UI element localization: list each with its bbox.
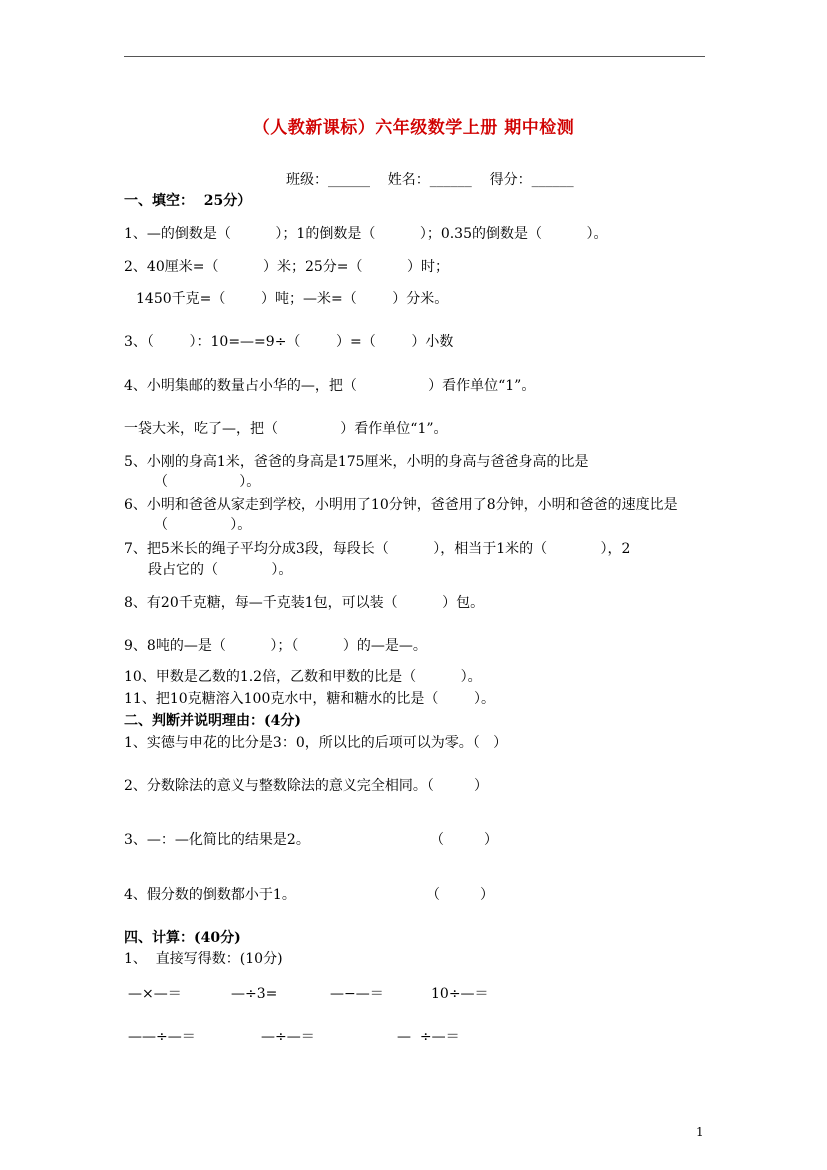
question-2-line-2: 1450千克=（ ）吨；—米=（ ）分米。: [136, 291, 449, 307]
judgement-4-answer: （ ）: [426, 887, 495, 903]
question-9: 9、8吨的—是（ ）；（ ）的—是—。: [124, 638, 427, 654]
question-7-line-2: 段占它的（ ）。: [148, 562, 293, 578]
header-rule: [124, 56, 705, 57]
expr-5: ——÷—＝: [128, 1029, 196, 1045]
expr-3: —−—＝: [330, 986, 384, 1002]
judgement-3: 3、—：—化简比的结果是2。: [124, 832, 310, 848]
expr-4: 10÷—＝: [431, 986, 489, 1002]
section-4-heading: 四、计算：(40分): [124, 930, 241, 946]
judgement-2: 2、分数除法的意义与整数除法的意义完全相同。（ ）: [124, 778, 488, 794]
judgement-3-answer: （ ）: [430, 832, 499, 848]
question-10: 10、甲数是乙数的1.2倍，乙数和甲数的比是（ ）。: [124, 669, 482, 685]
question-1: 1、—的倒数是（ ）；1的倒数是（ ）；0.35的倒数是（ ）。: [124, 226, 608, 242]
question-4-line-2: 一袋大米，吃了—，把（ ）看作单位“1”。: [124, 421, 448, 437]
calc-1-heading: 1、 直接写得数：(10分): [124, 951, 283, 967]
expr-6: —÷—＝: [261, 1029, 315, 1045]
question-2-line-1: 2、40厘米=（ ）米；25分=（ ）时；: [124, 259, 450, 275]
question-11: 11、把10克糖溶入100克水中，糖和糖水的比是（ ）。: [124, 691, 495, 707]
question-5-line-1: 5、小刚的身高1米，爸爸的身高是175厘米，小明的身高与爸爸身高的比是: [124, 454, 589, 470]
judgement-4: 4、假分数的倒数都小于1。: [124, 887, 296, 903]
expr-7: — ÷—＝: [397, 1029, 460, 1045]
expr-1: —×—＝: [128, 986, 182, 1002]
page-number: 1: [696, 1125, 704, 1139]
judgement-1: 1、实德与申花的比分是3：0，所以比的后项可以为零。（ ）: [124, 735, 508, 751]
question-5-line-2: （ ）。: [154, 474, 261, 490]
section-2-heading: 二、判断并说明理由：(4分): [124, 713, 301, 729]
student-info-line: 班级：______ 姓名：______ 得分：______: [286, 172, 574, 188]
section-1-heading: 一、填空： 25分）: [124, 193, 252, 209]
page-title: （人教新课标）六年级数学上册 期中检测: [252, 118, 575, 138]
question-3: 3、（ ）：10=—=9÷（ ）=（ ）小数: [124, 334, 454, 350]
question-4-line-1: 4、小明集邮的数量占小华的—，把（ ）看作单位“1”。: [124, 378, 536, 394]
expr-2: —÷3=: [231, 986, 278, 1002]
question-8: 8、有20千克糖，每—千克装1包，可以装（ ）包。: [124, 595, 485, 611]
question-6-line-2: （ ）。: [154, 517, 252, 533]
question-6-line-1: 6、小明和爸爸从家走到学校，小明用了10分钟，爸爸用了8分钟，小明和爸爸的速度比是: [124, 497, 678, 513]
question-7-line-1: 7、把5米长的绳子平均分成3段，每段长（ ），相当于1米的（ ），2: [124, 541, 631, 557]
